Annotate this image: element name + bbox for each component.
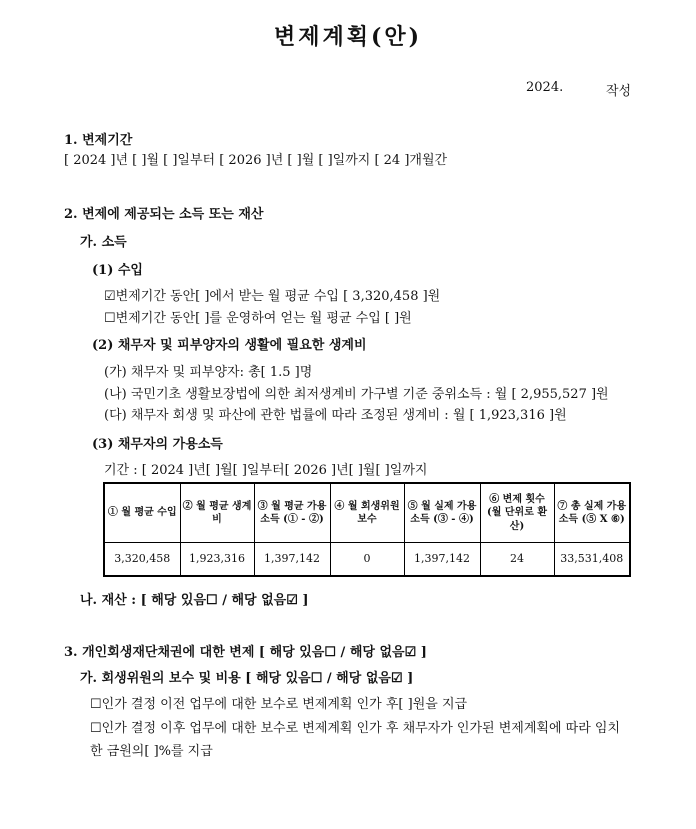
available-income-period: 기간 : [ 2024 ]년[ ]월[ ]일부터[ 2026 ]년[ ]월[ ]일까지: [104, 463, 428, 478]
living-cost-line-na: (나) 국민기초 생활보장법에 의한 최저생계비 가구별 기준 중위소득 : 월 [ 2,955,527 ]원: [104, 387, 609, 402]
table-header-cell: ⑦ 총 실제 가용소득 (⑤ X ⑥): [554, 483, 630, 543]
table-header-cell: ③ 월 평균 가용소득 (① - ②): [254, 483, 330, 543]
table-cell: 33,531,408: [554, 543, 630, 577]
table-header-cell: ④ 월 회생위원 보수: [330, 483, 404, 543]
table-header-cell: ⑤ 월 실제 가용소득 (③ - ④): [404, 483, 480, 543]
commissioner-fee-line-1: ☐인가 결정 이전 업무에 대한 보수로 변제계획 인가 후[ ]원을 지급: [90, 697, 468, 712]
section1-heading: 1. 변제기간: [64, 133, 133, 148]
revenue-line-1: ☑변제기간 동안[ ]에서 받는 월 평균 수입 [ 3,320,458 ]원: [104, 289, 441, 304]
commissioner-fee-line-3: 한 금원의[ ]%를 지급: [90, 744, 213, 759]
table-cell: 3,320,458: [104, 543, 180, 577]
commissioner-fee-line-2: ☐인가 결정 이후 업무에 대한 보수로 변제계획 인가 후 채무자가 인가된 변제계획에 따라 임치: [90, 721, 621, 736]
table-row: [104, 543, 630, 577]
table-cell: 1,397,142: [254, 543, 330, 577]
available-income-heading: (3) 채무자의 가용소득: [92, 437, 223, 452]
document-title: 변제계획(안): [273, 24, 423, 50]
section3-heading: 3. 개인회생재단채권에 대한 변제 [ 해당 있음☐ / 해당 없음☑ ]: [64, 645, 427, 660]
table-cell: 1,923,316: [180, 543, 254, 577]
revenue-line-2: ☐변제기간 동안[ ]를 운영하여 얻는 월 평균 수입 [ ]원: [104, 311, 412, 326]
commissioner-fee-heading: 가. 회생위원의 보수 및 비용 [ 해당 있음☐ / 해당 없음☑ ]: [80, 671, 414, 686]
living-cost-line-da: (다) 채무자 회생 및 파산에 관한 법률에 따라 조정된 생계비 : 월 [ 1,923,316 ]원: [104, 408, 567, 423]
date-year: 2024.: [526, 80, 564, 95]
date-suffix: 작성: [606, 84, 632, 99]
table-cell: 1,397,142: [404, 543, 480, 577]
repayment-period-line: [ 2024 ]년 [ ]월 [ ]일부터 [ 2026 ]년 [ ]월 [ ]일까지 [ 24 ]개월간: [64, 153, 448, 168]
section2-heading: 2. 변제에 제공되는 소득 또는 재산: [64, 207, 264, 222]
income-heading: 가. 소득: [80, 235, 127, 250]
table-header-cell: ⑥ 변제 횟수 (월 단위로 환산): [480, 483, 554, 543]
living-cost-line-ga: (가) 채무자 및 피부양자: 총[ 1.5 ]명: [104, 365, 313, 380]
living-cost-heading: (2) 채무자 및 피부양자의 생활에 필요한 생계비: [92, 338, 367, 353]
revenue-heading: (1) 수입: [92, 263, 143, 278]
table-cell: 24: [480, 543, 554, 577]
table-header-cell: ② 월 평균 생계비: [180, 483, 254, 543]
property-line: 나. 재산 : [ 해당 있음☐ / 해당 없음☑ ]: [80, 593, 309, 608]
table-cell: 0: [330, 543, 404, 577]
table-header-row: [104, 483, 630, 543]
available-income-table: [103, 482, 631, 577]
table-header-cell: ① 월 평균 수입: [104, 483, 180, 543]
